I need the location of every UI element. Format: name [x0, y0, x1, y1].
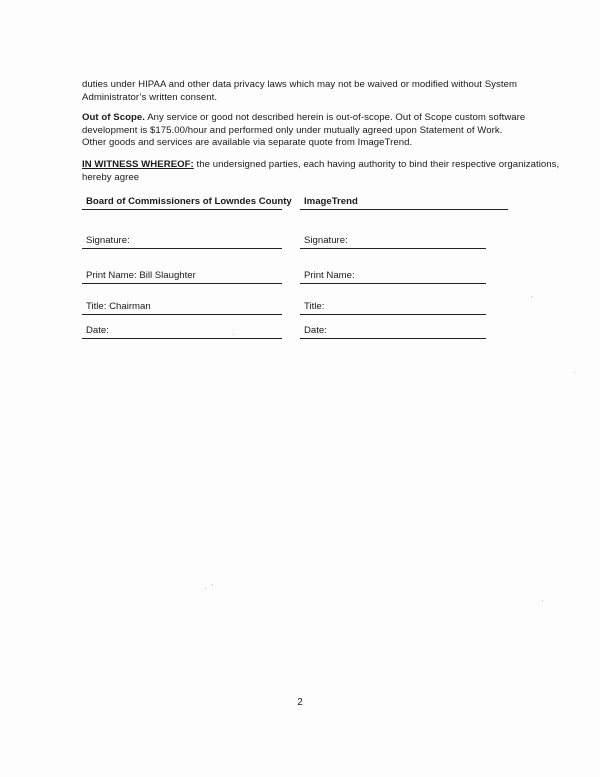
right-date-label: Date: — [304, 325, 327, 336]
scan-speck — [205, 588, 206, 589]
scan-speck — [542, 600, 543, 601]
title-row — [82, 301, 512, 315]
witness-line-1-text: the undersigned parties, each having authority to bind their respective organizations, — [193, 159, 560, 170]
hipaa-paragraph — [82, 79, 552, 104]
hipaa-line-2: Administrator’s written consent. — [82, 91, 218, 103]
left-party-name-line — [82, 196, 292, 210]
witness-line-1 — [82, 159, 560, 172]
right-party-name-line — [300, 196, 508, 210]
date-row — [82, 325, 512, 339]
print-name-row — [82, 270, 512, 284]
right-print-name-label: Print Name: — [304, 270, 355, 281]
scan-speck — [233, 334, 234, 335]
left-title-field[interactable] — [82, 301, 282, 315]
signature-row — [82, 235, 512, 249]
left-date-label: Date: — [86, 325, 109, 336]
hipaa-line-1: duties under HIPAA and other data privacy laws which may not be waived or modified without System — [82, 79, 518, 90]
witness-paragraph — [82, 159, 560, 184]
out-of-scope-line-1-text: Any service or good not described herein is out-of-scope. Out of Scope custom software — [145, 112, 526, 123]
right-date-field[interactable] — [300, 325, 486, 339]
left-party-name: Board of Commissioners of Lowndes County — [86, 196, 292, 207]
right-title-label: Title: — [304, 301, 325, 312]
out-of-scope-heading: Out of Scope. — [82, 112, 146, 123]
right-signature-label: Signature: — [304, 235, 348, 246]
scan-speck — [574, 372, 575, 373]
witness-heading: IN WITNESS WHEREOF: — [82, 159, 194, 170]
right-print-name-field[interactable] — [300, 270, 486, 284]
scan-speck — [531, 296, 532, 297]
right-title-field[interactable] — [300, 301, 486, 315]
left-title-label: Title: Chairman — [86, 301, 151, 312]
out-of-scope-line-2: development is $175.00/hour and performed only under mutually agreed upon Statement of Work. — [82, 124, 503, 136]
left-print-name-label: Print Name: Bill Slaughter — [86, 270, 196, 281]
left-signature-label: Signature: — [86, 235, 130, 246]
right-signature-field[interactable] — [300, 235, 486, 249]
left-date-field[interactable] — [82, 325, 282, 339]
right-party-name: ImageTrend — [304, 196, 358, 207]
out-of-scope-line-1 — [82, 112, 552, 125]
left-signature-field[interactable] — [82, 235, 282, 249]
out-of-scope-paragraph — [82, 112, 552, 150]
party-names-row — [82, 196, 512, 210]
left-print-name-field[interactable] — [82, 270, 282, 284]
witness-line-2: hereby agree — [82, 171, 140, 183]
out-of-scope-line-3: Other goods and services are available via separate quote from ImageTrend. — [82, 137, 413, 149]
page-number: 2 — [297, 697, 303, 708]
scan-speck — [212, 584, 213, 585]
